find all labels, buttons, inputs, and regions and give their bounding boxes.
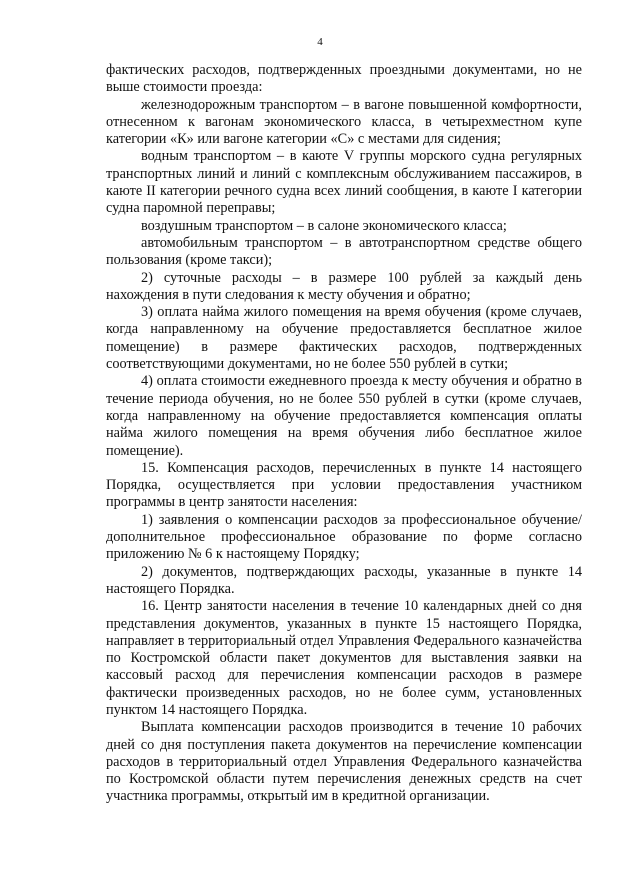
paragraph-daily-allowance: 2) суточные расходы – в размере 100 рублей за каждый день нахождения в пути следования к месту обучения и обратно; [106,269,582,303]
paragraph-rail-transport: железнодорожным транспортом – в вагоне повышенной комфортности, отнесенном к вагонам экономического класса, в четырехместном купе категории «К» или вагоне категории «С» с местами для сидения; [106,96,582,148]
paragraph-water-transport: водным транспортом – в каюте V группы морского судна регулярных транспортных линий и линий с комплексным обслуживанием пассажиров, в каюте II категории речного судна всех линий сообщения, в каюте I категории судна паромной переправы; [106,148,582,217]
paragraph-payment-terms: Выплата компенсации расходов производится в течение 10 рабочих дней со дня поступления пакета документов на перечисление компенсации расходов в территориальный отдел Управления Федерального казначейства по Костромской области путем перечисления денежных средств на счет участника программы, открытый им в кредитной организации. [106,719,582,805]
paragraph-item-15-documents: 2) документов, подтверждающих расходы, указанные в пункте 14 настоящего Порядка. [106,563,582,597]
paragraph-item-15-application: 1) заявления о компенсации расходов за профессиональное обучение/дополнительное профессиональное образование по форме согласно приложению № 6 к настоящему Порядку; [106,511,582,563]
paragraph-travel-cost-intro: фактических расходов, подтвержденных проездными документами, но не выше стоимости проезда: [106,62,582,96]
paragraph-daily-commute: 4) оплата стоимости ежедневного проезда к месту обучения и обратно в течение периода обучения, но не более 550 рублей в сутки (кроме случаев, когда направленному на обучение предоставляется компенсация оплаты найма жилого помещения на время обучения либо бесплатное жилое помещение). [106,373,582,459]
paragraph-item-16: 16. Центр занятости населения в течение 10 календарных дней со дня представления документов, указанных в пункте 15 настоящего Порядка, направляет в территориальный отдел Управления Федерального казначейства по Костромской области пакет документов для выставления заявки на кассовый расход для перечисления компенсации расходов в размере фактически произведенных расходов, но не более сумм, установленных пунктом 14 настоящего Порядка. [106,598,582,718]
document-body [106,62,582,806]
paragraph-air-transport: воздушным транспортом – в салоне экономического класса; [141,217,507,234]
page-number: 4 [317,36,323,48]
paragraph-item-15: 15. Компенсация расходов, перечисленных в пункте 14 настоящего Порядка, осуществляется при условии предоставления участником программы в центр занятости населения: [106,459,582,511]
paragraph-road-transport: автомобильным транспортом – в автотранспортном средстве общего пользования (кроме такси); [106,234,582,269]
paragraph-housing-rent: 3) оплата найма жилого помещения на время обучения (кроме случаев, когда направленному на обучение предоставляется бесплатное жилое помещение) в размере фактических расходов, подтвержденных соответствующими документами, но не более 550 рублей в сутки; [106,304,582,373]
